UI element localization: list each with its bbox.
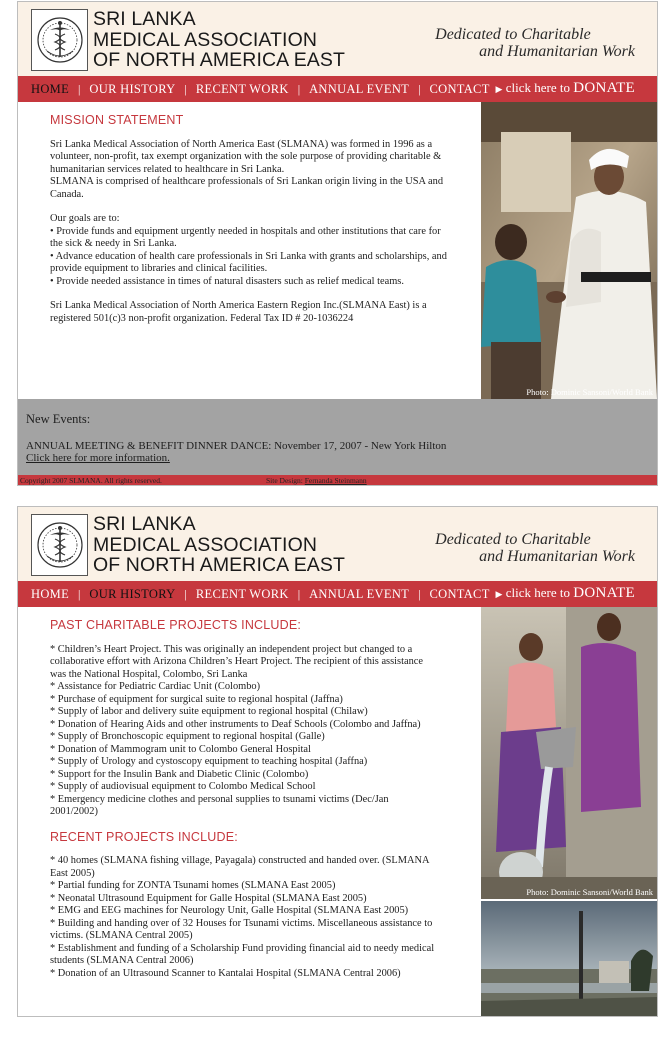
page-home (17, 1, 658, 486)
list-item: * Supply of Bronchoscopic equipment to regional hospital (Galle) (50, 731, 325, 742)
nav-recent-work[interactable]: RECENT WORK (195, 586, 289, 601)
landscape-photo-image (481, 901, 657, 1017)
nav-separator: | (297, 586, 301, 601)
tagline-line-2: and Humanitarian Work (479, 548, 635, 565)
nav-recent-work[interactable]: RECENT WORK (195, 81, 289, 96)
water-photo-image (481, 607, 657, 899)
list-item: * Establishment and funding of a Scholarship Fund providing financial aid to needy medical students (SLMANA Central 2006) (50, 942, 435, 966)
list-item: * Partial funding for ZONTA Tsunami homes (SLMANA East 2005) (50, 880, 336, 891)
site-design-link[interactable]: Fernanda Steinmann (304, 476, 367, 485)
list-item: * EMG and EEG machines for Neurology Unit, Galle Hospital (SLMANA East 2005) (50, 905, 409, 916)
goal-item: • Advance education of health care professionals in Sri Lanka with grants and scholarships, and provide equipment to libraries and clinical facilities. (50, 250, 447, 274)
recent-projects-title: RECENT PROJECTS INCLUDE: (50, 829, 238, 844)
donate-link[interactable] (496, 80, 635, 97)
main-nav (18, 581, 657, 607)
org-name-line-2: MEDICAL ASSOCIATION (93, 28, 318, 51)
nav-separator: | (418, 81, 421, 96)
nav-contact[interactable]: CONTACT (429, 586, 490, 601)
donate-link[interactable] (496, 585, 635, 602)
list-item: * Children’s Heart Project. This was originally an independent project but changed to a collaborative effort with Arizona Children’s Heart Project. The recipient of this assistance was the National Hospital, Colombo, Sri Lanka (50, 643, 423, 680)
list-item: * Building and handing over of 32 Houses for Tsunami victims. Miscellaneous assistance to victims. (SLMANA Central 2005) (50, 917, 433, 941)
logo[interactable] (31, 514, 88, 576)
history-content (50, 619, 435, 980)
play-arrow-icon: ▶ (495, 84, 503, 94)
list-item: * 40 homes (SLMANA fishing village, Payagala) constructed and handed over. (SLMANA East 2005) (50, 855, 429, 879)
nav-separator: | (418, 586, 421, 601)
site-header (18, 507, 657, 581)
list-item: * Purchase of equipment for surgical suite to regional hospital (Jaffna) (50, 693, 343, 705)
list-item: * Supply of labor and delivery suite equipment to regional hospital (Chilaw) (50, 706, 368, 717)
nav-our-history[interactable]: OUR HISTORY (89, 586, 176, 601)
goal-item: • Provide funds and equipment urgently needed in hospitals and other institutions that care for the sick & needy in Sri Lanka. (50, 225, 441, 249)
membership-text: SLMANA is comprised of healthcare professionals of Sri Lankan origin living in the USA and Canada. (50, 176, 444, 200)
caduceus-seal-icon (35, 13, 85, 67)
main-nav (18, 76, 657, 102)
donate-label: DONATE (573, 585, 635, 601)
nav-annual-event[interactable]: ANNUAL EVENT (309, 586, 410, 601)
list-item: * Emergency medicine clothes and personal supplies to tsunami victims (Dec/Jan 2001/2002) (50, 793, 389, 817)
goal-item: • Provide needed assistance in times of natural disasters such as relief medical teams. (50, 275, 404, 287)
mission-content (50, 114, 450, 337)
mission-paragraph (50, 139, 450, 202)
org-name-line-1: SRI LANKA (93, 513, 196, 535)
list-item: * Supply of Urology and cystoscopy equipment to teaching hospital (Jaffna) (50, 756, 368, 767)
event-more-info-link[interactable]: Click here for more information. (26, 452, 170, 464)
nav-home[interactable]: HOME (31, 81, 70, 96)
donate-label: DONATE (573, 80, 635, 96)
nav-home[interactable]: HOME (31, 586, 70, 601)
recent-projects-list (50, 855, 435, 980)
copyright-text: Copyright 2007 SLMANA. All rights reserved. (20, 476, 162, 485)
past-projects-title: PAST CHARITABLE PROJECTS INCLUDE: (50, 618, 302, 632)
nav-separator: | (184, 586, 187, 601)
mission-text: Sri Lanka Medical Association of North America East (SLMANA) was formed in 1996 as a volunteer, non-profit, tax exempt organization with the sole purpose of providing charitable & humanitarian services related to healthcare in Sri Lanka. (50, 138, 442, 175)
logo[interactable] (31, 9, 88, 71)
tagline-line-1: Dedicated to Charitable (435, 26, 591, 43)
photo-credit: Photo: Dominic Sansoni/World Bank (526, 387, 653, 397)
footer (18, 475, 657, 486)
org-name-line-1: SRI LANKA (93, 8, 196, 30)
org-name (93, 514, 345, 576)
nav-separator: | (78, 81, 81, 96)
tagline-line-1: Dedicated to Charitable (435, 531, 591, 548)
org-name-line-3: OF NORTH AMERICA EAST (93, 554, 346, 576)
mission-title: MISSION STATEMENT (50, 113, 184, 127)
new-events-panel (18, 399, 657, 475)
nav-annual-event[interactable]: ANNUAL EVENT (309, 81, 410, 96)
list-item: * Neonatal Ultrasound Equipment for Galle Hospital (SLMANA East 2005) (50, 892, 367, 904)
events-title: New Events: (26, 412, 91, 426)
landscape-photo (481, 901, 657, 1017)
nav-separator: | (184, 81, 187, 96)
tagline (435, 531, 635, 565)
goals-intro: Our goals are to: (50, 213, 120, 224)
play-arrow-icon: ▶ (495, 589, 503, 599)
event-description: ANNUAL MEETING & BENEFIT DINNER DANCE: November 17, 2007 - New York Hilton (26, 440, 447, 452)
tagline (435, 26, 635, 60)
photo-credit: Photo: Dominic Sansoni/World Bank (526, 887, 653, 897)
list-item: * Support for the Insulin Bank and Diabetic Clinic (Colombo) (50, 768, 309, 780)
water-photo (481, 607, 657, 899)
site-design-label: Site Design: (266, 476, 303, 485)
list-item: * Donation of an Ultrasound Scanner to Kantalai Hospital (SLMANA Central 2006) (50, 967, 401, 979)
nav-contact[interactable]: CONTACT (429, 81, 490, 96)
list-item: * Donation of Hearing Aids and other instruments to Deaf Schools (Colombo and Jaffna) (50, 718, 421, 730)
past-projects-list (50, 644, 435, 819)
goals-block (50, 213, 450, 288)
list-item: * Supply of audiovisual equipment to Colombo Medical School (50, 781, 316, 792)
nav-separator: | (297, 81, 301, 96)
donate-prefix: click here to (505, 585, 570, 600)
nurse-photo-image (481, 102, 657, 399)
nav-our-history[interactable]: OUR HISTORY (89, 81, 176, 96)
nurse-photo (481, 102, 657, 399)
caduceus-seal-icon (35, 518, 85, 572)
org-name-line-3: OF NORTH AMERICA EAST (93, 49, 346, 71)
org-name-line-2: MEDICAL ASSOCIATION (93, 533, 318, 556)
donate-prefix: click here to (505, 80, 570, 95)
page-our-history (17, 506, 658, 1017)
org-name (93, 9, 345, 71)
tagline-line-2: and Humanitarian Work (479, 43, 635, 60)
list-item: * Assistance for Pediatric Cardiac Unit (Colombo) (50, 681, 261, 692)
nav-separator: | (78, 586, 81, 601)
site-header (18, 2, 657, 76)
site-design-credit (266, 475, 367, 486)
list-item: * Donation of Mammogram unit to Colombo General Hospital (50, 743, 311, 755)
registration-text: Sri Lanka Medical Association of North America Eastern Region Inc.(SLMANA East) is a registered 501(c)3 non-profit organization. Federal Tax ID # 20-1036224 (50, 300, 427, 324)
